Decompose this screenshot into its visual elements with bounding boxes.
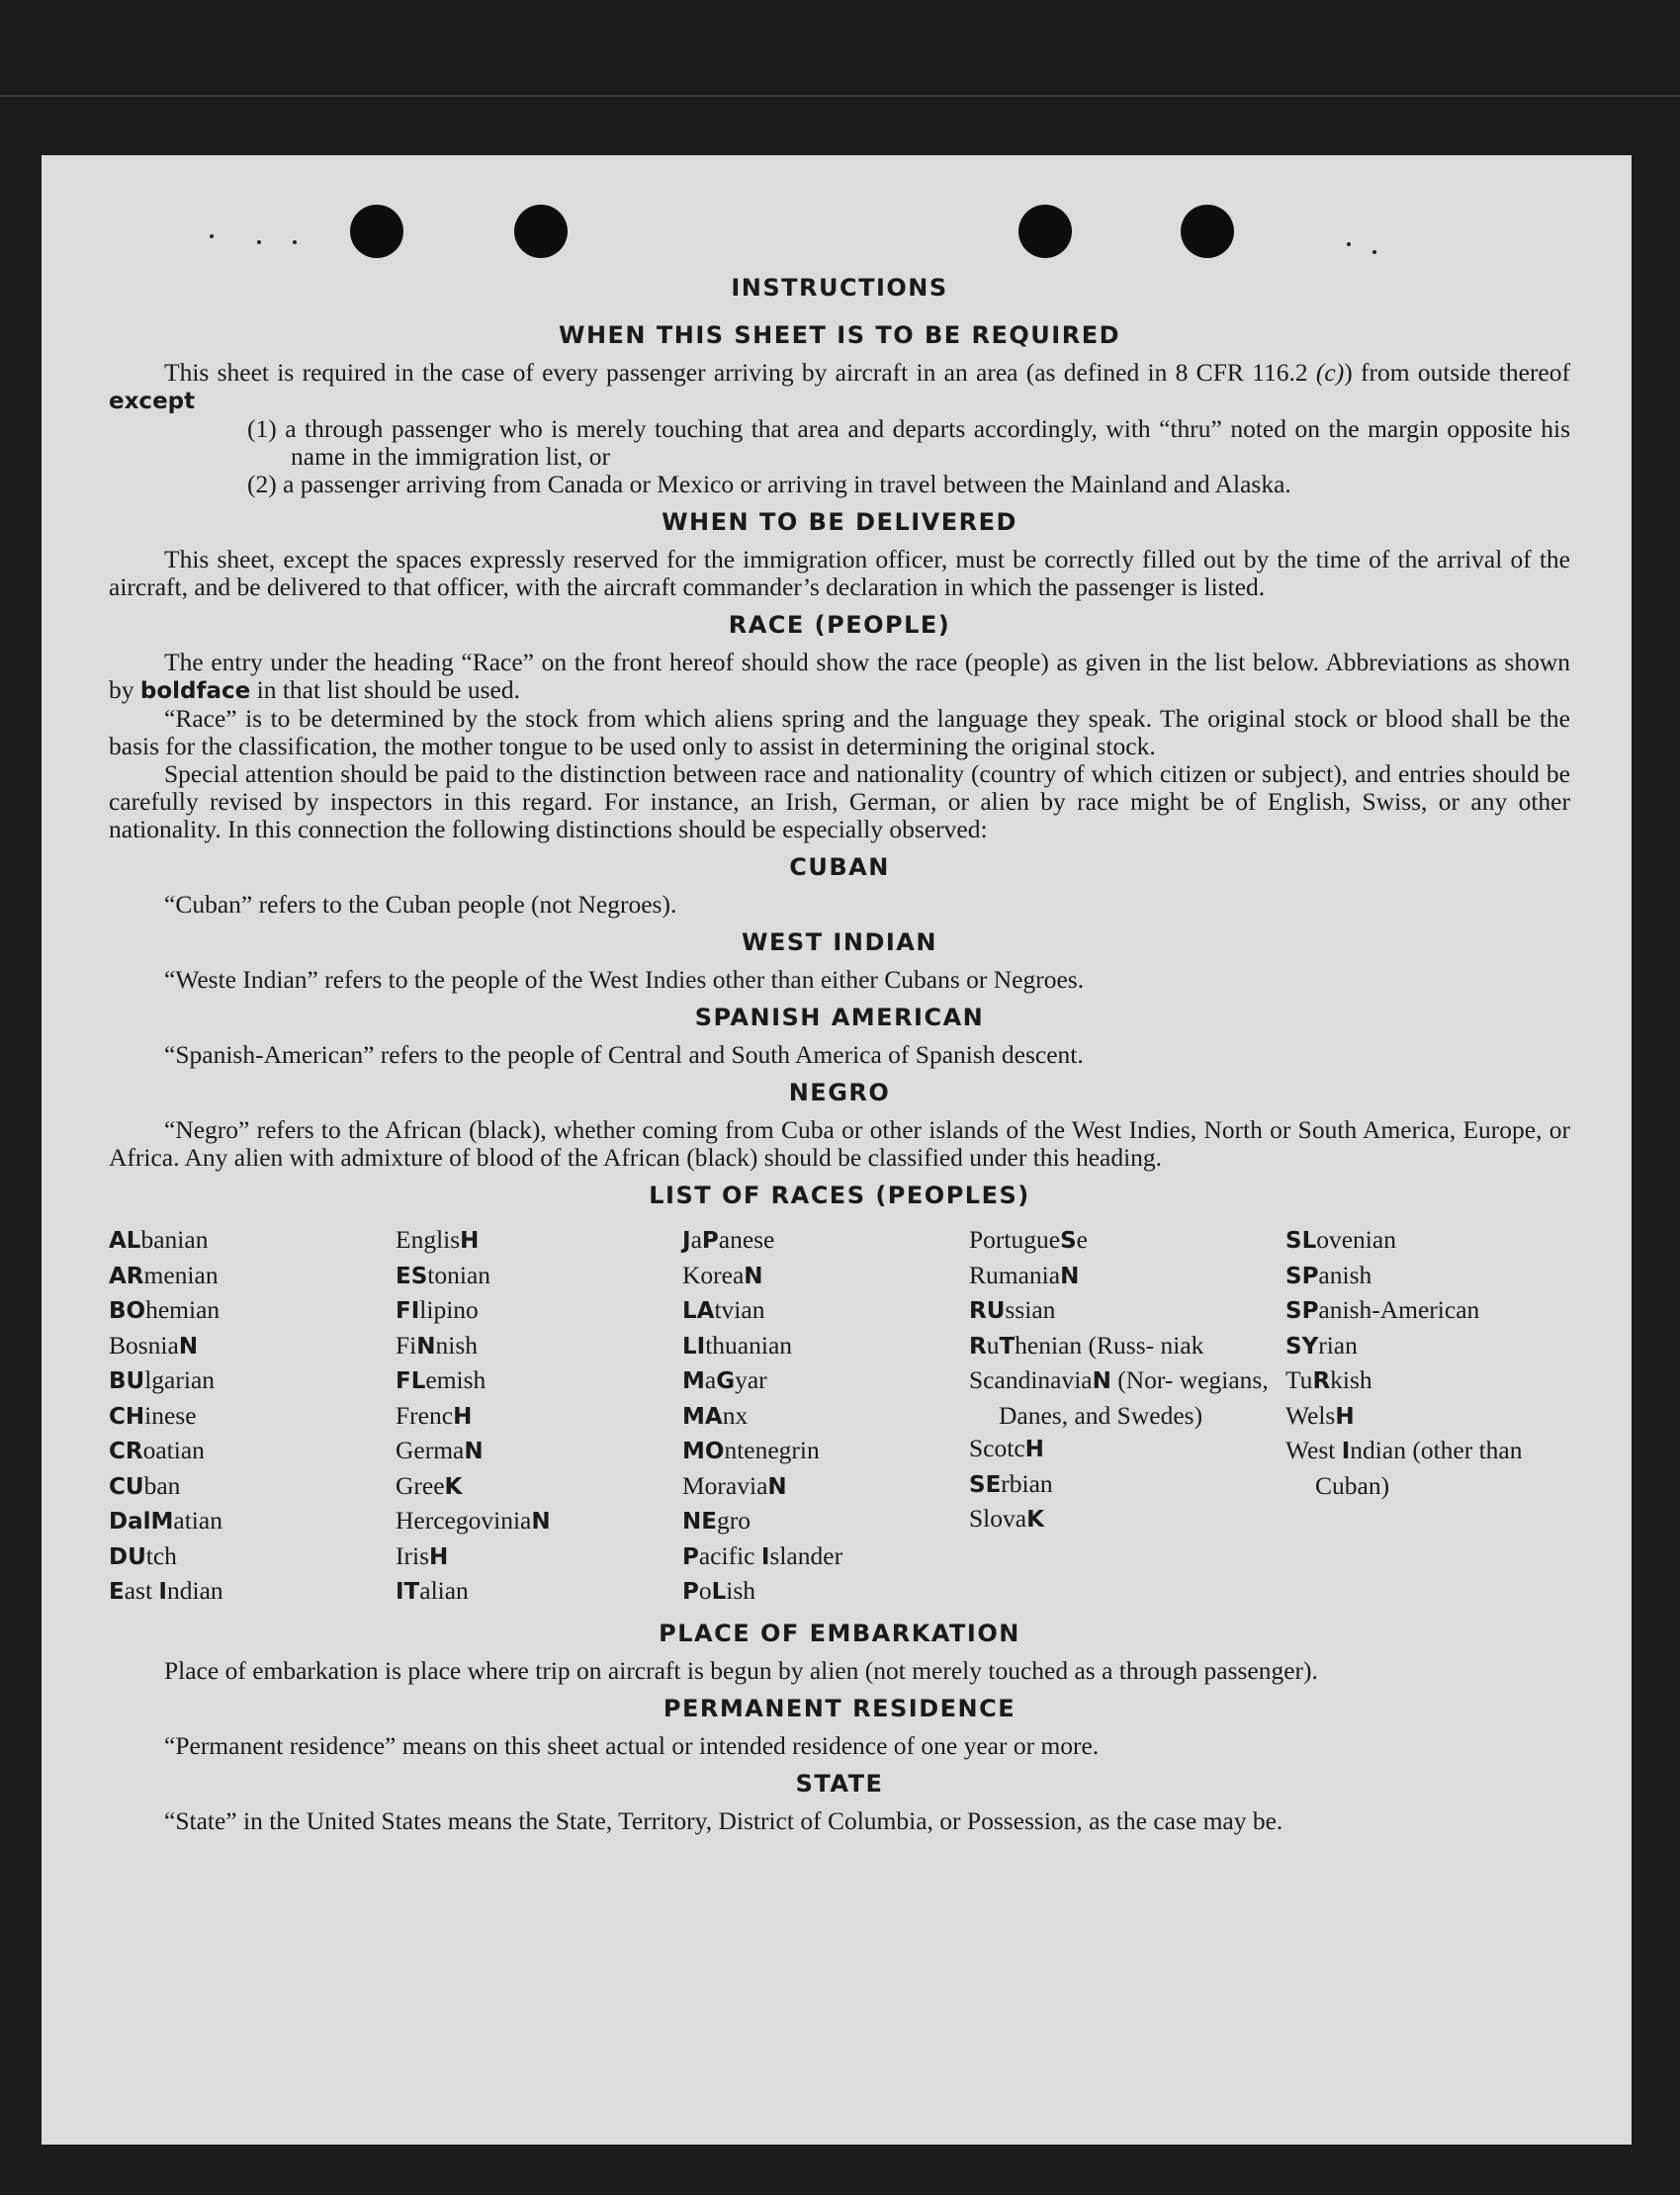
- race-entry: [396, 1539, 682, 1575]
- race-entry-part: SL: [1285, 1228, 1317, 1254]
- race-paragraph-1: The entry under the heading “Race” on the front hereof should show the race (people) as given in the list below. Abbreviations as shown by boldface in that list should be used.: [109, 648, 1570, 704]
- races-list: [109, 1223, 1570, 1610]
- race-entry: [396, 1293, 682, 1329]
- race-entry-part: R: [969, 1333, 987, 1360]
- race-entry-part: Hercegovinia: [396, 1506, 532, 1535]
- race-entry-part: H: [429, 1543, 449, 1570]
- speck: [257, 240, 261, 244]
- race-entry-part: ntenegrin: [724, 1436, 820, 1464]
- race-entry: [396, 1469, 682, 1505]
- race-entry-part: nish: [435, 1330, 479, 1360]
- race-entry-part: P: [682, 1579, 699, 1605]
- race-entry: [682, 1574, 969, 1610]
- race-entry-part: SY: [1285, 1333, 1319, 1360]
- race-entry-part: lgarian: [144, 1365, 216, 1394]
- exception-item-1: (1) a through passenger who is merely touching that area and departs accordingly, with “thru” noted on the margin opposite his name in the immigration list, or: [247, 414, 1570, 471]
- cuban-text: “Cuban” refers to the Cuban people (not Negroes).: [164, 890, 677, 919]
- residence-text: “Permanent residence” means on this sheet actual or intended residence of one year or more.: [164, 1730, 1100, 1760]
- race-entry-part: (Nor- wegians, Danes, and Swedes): [999, 1365, 1269, 1430]
- race-entry: [396, 1399, 682, 1435]
- race-entry: [682, 1293, 969, 1329]
- race-entry: [682, 1469, 969, 1505]
- race-entry-part: IT: [396, 1579, 420, 1605]
- race-entry: [396, 1434, 682, 1469]
- race-entry: [109, 1329, 396, 1364]
- race-heading: RACE (PEOPLE): [728, 611, 951, 639]
- race-entry-part: MA: [682, 1403, 723, 1430]
- race-entry-part: N: [767, 1473, 787, 1500]
- race-entry: [682, 1259, 969, 1294]
- race-entry: [396, 1259, 682, 1294]
- race-entry-part: I: [760, 1543, 770, 1570]
- race-entry-part: tvian: [714, 1295, 765, 1324]
- race-entry-part: Englis: [396, 1225, 461, 1254]
- cuban-heading: CUBAN: [789, 853, 890, 881]
- race-entry: [109, 1223, 396, 1259]
- punch-hole: [514, 205, 568, 258]
- race-entry-part: nx: [722, 1400, 749, 1430]
- race-entry-part: BO: [109, 1298, 146, 1324]
- west-indian-heading: WEST INDIAN: [742, 928, 937, 956]
- instructions-heading: INSTRUCTIONS: [731, 274, 948, 302]
- race-entry-part: rbian: [1001, 1468, 1053, 1498]
- race-entry-part: Rumania: [969, 1260, 1061, 1289]
- race-entry-part: ban: [143, 1470, 181, 1500]
- race-entry-part: Fi: [396, 1330, 417, 1360]
- race-entry: [109, 1539, 396, 1575]
- race-entry: [396, 1223, 682, 1259]
- race-entry-part: H: [453, 1403, 473, 1430]
- race-entry-part: inese: [144, 1400, 197, 1430]
- race-entry-part: o: [698, 1576, 712, 1605]
- race-entry-part: DU: [109, 1543, 146, 1570]
- race-entry-part: I: [1341, 1439, 1351, 1464]
- race-entry-part: J: [682, 1228, 691, 1254]
- race-entry-part: FI: [396, 1298, 420, 1324]
- race-entry-part: AL: [109, 1228, 141, 1254]
- race-entry: [969, 1502, 1285, 1537]
- race-paragraph-3: Special attention should be paid to the distinction between race and nationality (country of which citizen or subject), and entries should be carefully revised by inspectors in this regard. For instance, an Irish, German, or alien by race might be of English, Swiss, or any other nationality. In this connection the following distinctions should be especially observed:: [109, 759, 1570, 843]
- race-entry-part: lipino: [419, 1295, 479, 1324]
- speck: [210, 234, 214, 238]
- race-entry-part: ish: [726, 1576, 756, 1605]
- speck: [1347, 242, 1351, 246]
- punch-hole: [1018, 205, 1072, 258]
- race-entry-part: SE: [969, 1471, 1002, 1498]
- race-entry-part: E: [109, 1579, 125, 1605]
- race-entry-part: H: [460, 1228, 480, 1254]
- race-entry-part: Scotc: [969, 1434, 1025, 1462]
- race-entry-part: H: [1024, 1437, 1044, 1462]
- race-entry: [109, 1259, 396, 1294]
- race-entry-part: tonian: [427, 1260, 491, 1289]
- race-entry-part: S: [1060, 1228, 1077, 1254]
- race-entry-part: LA: [682, 1298, 715, 1324]
- race-paragraph-2: “Race” is to be determined by the stock from which aliens spring and the language they speak. The original stock or blood shall be the basis for the classification, the mother tongue to be used only to assist in determining the original stock.: [109, 704, 1570, 760]
- race-entry: [969, 1432, 1285, 1467]
- race-entry-part: N: [464, 1439, 484, 1464]
- race-entry: [682, 1434, 969, 1469]
- instructions-body: [109, 264, 1570, 1835]
- races-column: [396, 1223, 682, 1610]
- race-entry-part: yar: [735, 1365, 767, 1394]
- race-entry-part: ndian (other than Cuban): [1315, 1436, 1523, 1500]
- race-entry-part: a: [690, 1225, 702, 1254]
- race-entry-part: Moravia: [682, 1470, 768, 1500]
- race-entry: [396, 1504, 682, 1539]
- race-entry-part: banian: [140, 1225, 209, 1254]
- spanish-american-heading: SPANISH AMERICAN: [694, 1004, 985, 1031]
- race-entry: [1285, 1363, 1570, 1399]
- race-entry: [109, 1574, 396, 1610]
- race-entry-part: L: [711, 1579, 727, 1605]
- race-entry-part: K: [1026, 1507, 1044, 1533]
- state-text: “State” in the United States means the State, Territory, District of Columbia, or Possession, as the case may be.: [164, 1805, 1283, 1835]
- race-entry: [682, 1399, 969, 1435]
- race-entry-part: Bosnia: [109, 1330, 179, 1360]
- races-column: [109, 1223, 396, 1610]
- race-entry-part: N: [416, 1333, 436, 1360]
- race-entry: [969, 1363, 1285, 1432]
- speck: [1372, 250, 1376, 254]
- race-entry-part: Korea: [682, 1260, 745, 1289]
- race-entry-part: rian: [1318, 1330, 1358, 1360]
- race-entry-part: Wels: [1285, 1400, 1336, 1430]
- race-entry-part: CU: [109, 1473, 144, 1500]
- race-entry-part: LI: [682, 1333, 706, 1360]
- race-entry-part: T: [999, 1333, 1016, 1360]
- race-entry: [969, 1329, 1285, 1364]
- when-required-text: This sheet is required in the case of every passenger arriving by aircraft in an area (as defined in 8 CFR 116.2 (c)) from outside thereof except: [109, 358, 1570, 414]
- race-entry-part: ovenian: [1316, 1225, 1396, 1254]
- race-entry: [1285, 1259, 1570, 1294]
- race-entry-part: H: [1335, 1403, 1355, 1430]
- race-entry: [682, 1504, 969, 1539]
- race-entry-part: alian: [419, 1576, 469, 1605]
- race-entry-part: AR: [109, 1263, 144, 1289]
- race-entry-part: West: [1285, 1436, 1342, 1464]
- race-entry-part: menian: [143, 1260, 219, 1289]
- race-entry-part: ES: [396, 1263, 428, 1289]
- race-entry-part: atian: [173, 1506, 222, 1535]
- race-entry-part: a: [704, 1365, 717, 1394]
- race-entry-part: RU: [969, 1298, 1006, 1324]
- race-entry: [1285, 1434, 1570, 1502]
- state-heading: STATE: [795, 1769, 884, 1798]
- when-required-heading: WHEN THIS SHEET IS TO BE REQUIRED: [558, 321, 1121, 349]
- race-entry-part: FL: [396, 1368, 426, 1394]
- race-entry-part: R: [1312, 1368, 1331, 1394]
- punch-hole: [1181, 205, 1234, 258]
- race-entry-part: Dal: [109, 1509, 151, 1535]
- race-entry-part: ndian: [166, 1576, 223, 1605]
- spanish-american-text: “Spanish-American” refers to the people of Central and South America of Spanish descent.: [164, 1040, 1084, 1069]
- race-entry: [969, 1223, 1285, 1259]
- races-column: [1285, 1223, 1570, 1610]
- race-entry: [396, 1574, 682, 1610]
- race-entry-part: emish: [425, 1365, 486, 1394]
- race-entry-part: N: [1092, 1368, 1111, 1394]
- race-entry-part: Gree: [396, 1470, 445, 1500]
- race-entry-part: Frenc: [396, 1400, 454, 1430]
- race-entry-part: MO: [682, 1439, 725, 1464]
- race-entry-part: hemian: [145, 1295, 221, 1324]
- west-indian-text: “Weste Indian” refers to the people of the West Indies other than either Cubans or Negroes.: [164, 965, 1085, 994]
- race-entry-part: N: [744, 1263, 763, 1289]
- race-entry-part: oatian: [142, 1436, 205, 1464]
- race-entry: [1285, 1329, 1570, 1364]
- race-entry: [109, 1363, 396, 1399]
- race-entry: [396, 1363, 682, 1399]
- races-column: [969, 1223, 1285, 1610]
- race-entry-part: gro: [716, 1506, 751, 1535]
- race-entry-part: BU: [109, 1368, 145, 1394]
- race-entry-part: G: [716, 1368, 736, 1394]
- race-entry: [109, 1399, 396, 1435]
- race-entry-part: Germa: [396, 1436, 465, 1464]
- race-entry-part: ssian: [1005, 1295, 1056, 1324]
- race-entry: [682, 1223, 969, 1259]
- embarkation-text: Place of embarkation is place where trip on aircraft is begun by alien (not merely touched as a through passenger).: [164, 1655, 1318, 1685]
- race-entry: [682, 1329, 969, 1364]
- race-entry: [1285, 1399, 1570, 1435]
- race-entry: [109, 1504, 396, 1539]
- exception-item-2: (2) a passenger arriving from Canada or Mexico or arriving in travel between the Mainland and Alaska.: [247, 470, 1291, 498]
- when-delivered-heading: WHEN TO BE DELIVERED: [662, 508, 1017, 536]
- negro-heading: NEGRO: [788, 1079, 891, 1106]
- punch-hole: [350, 205, 403, 258]
- race-entry-part: NE: [682, 1509, 717, 1535]
- race-entry: [109, 1469, 396, 1505]
- race-entry: [682, 1363, 969, 1399]
- race-entry: [109, 1293, 396, 1329]
- race-entry-part: P: [682, 1543, 699, 1570]
- race-entry-part: SP: [1285, 1263, 1319, 1289]
- race-entry-part: Slova: [969, 1504, 1027, 1533]
- race-entry-part: CH: [109, 1403, 145, 1430]
- race-entry-part: Scandinavia: [969, 1365, 1093, 1394]
- list-of-races-heading: LIST OF RACES (PEOPLES): [649, 1182, 1030, 1209]
- race-entry-part: I: [158, 1579, 167, 1605]
- race-entry-part: anish-American: [1318, 1295, 1480, 1324]
- embarkation-heading: PLACE OF EMBARKATION: [659, 1619, 1020, 1647]
- scanner-edge-line: [0, 95, 1680, 97]
- race-entry-part: SP: [1285, 1298, 1319, 1324]
- race-entry-part: anese: [718, 1225, 775, 1254]
- race-entry-part: acific: [698, 1540, 761, 1570]
- race-entry-part: henian (Russ- niak: [1015, 1330, 1204, 1360]
- race-entry-part: slander: [769, 1540, 843, 1570]
- race-entry-part: M: [150, 1509, 174, 1535]
- race-entry-part: Iris: [396, 1540, 429, 1570]
- race-entry-part: CR: [109, 1439, 143, 1464]
- race-entry-part: anish: [1318, 1260, 1372, 1289]
- race-entry: [969, 1467, 1285, 1503]
- race-entry-part: e: [1076, 1225, 1088, 1254]
- when-delivered-text: This sheet, except the spaces expressly reserved for the immigration officer, must be correctly filled out by the time of the arrival of the aircraft, and be delivered to that officer, with the aircraft commander’s declaration in which the passenger is listed.: [109, 545, 1570, 601]
- race-entry: [109, 1434, 396, 1469]
- race-entry-part: N: [1060, 1263, 1080, 1289]
- race-entry-part: Tu: [1285, 1365, 1313, 1394]
- race-entry: [1285, 1223, 1570, 1259]
- race-entry: [969, 1293, 1285, 1329]
- race-entry: [1285, 1293, 1570, 1329]
- race-entry-part: Portugue: [969, 1225, 1061, 1254]
- race-entry: [969, 1259, 1285, 1294]
- race-entry-part: N: [531, 1509, 551, 1535]
- race-entry-part: M: [682, 1368, 705, 1394]
- race-entry-part: tch: [145, 1540, 177, 1570]
- race-entry: [396, 1329, 682, 1364]
- race-entry-part: ast: [124, 1576, 159, 1605]
- races-column: [682, 1223, 969, 1610]
- race-entry: [682, 1539, 969, 1575]
- negro-text: “Negro” refers to the African (black), whether coming from Cuba or other islands of the West Indies, North or South America, Europe, or Africa. Any alien with admixture of blood of the African (black) should be classified under this heading.: [109, 1115, 1570, 1172]
- race-entry-part: kish: [1330, 1365, 1372, 1394]
- race-entry-part: u: [986, 1330, 1000, 1360]
- race-entry-part: K: [444, 1473, 463, 1500]
- race-entry-part: P: [701, 1228, 719, 1254]
- residence-heading: PERMANENT RESIDENCE: [663, 1694, 1017, 1722]
- document-sheet: [42, 155, 1632, 2145]
- speck: [293, 240, 297, 244]
- race-entry-part: thuanian: [705, 1330, 793, 1360]
- race-entry-part: N: [178, 1333, 199, 1360]
